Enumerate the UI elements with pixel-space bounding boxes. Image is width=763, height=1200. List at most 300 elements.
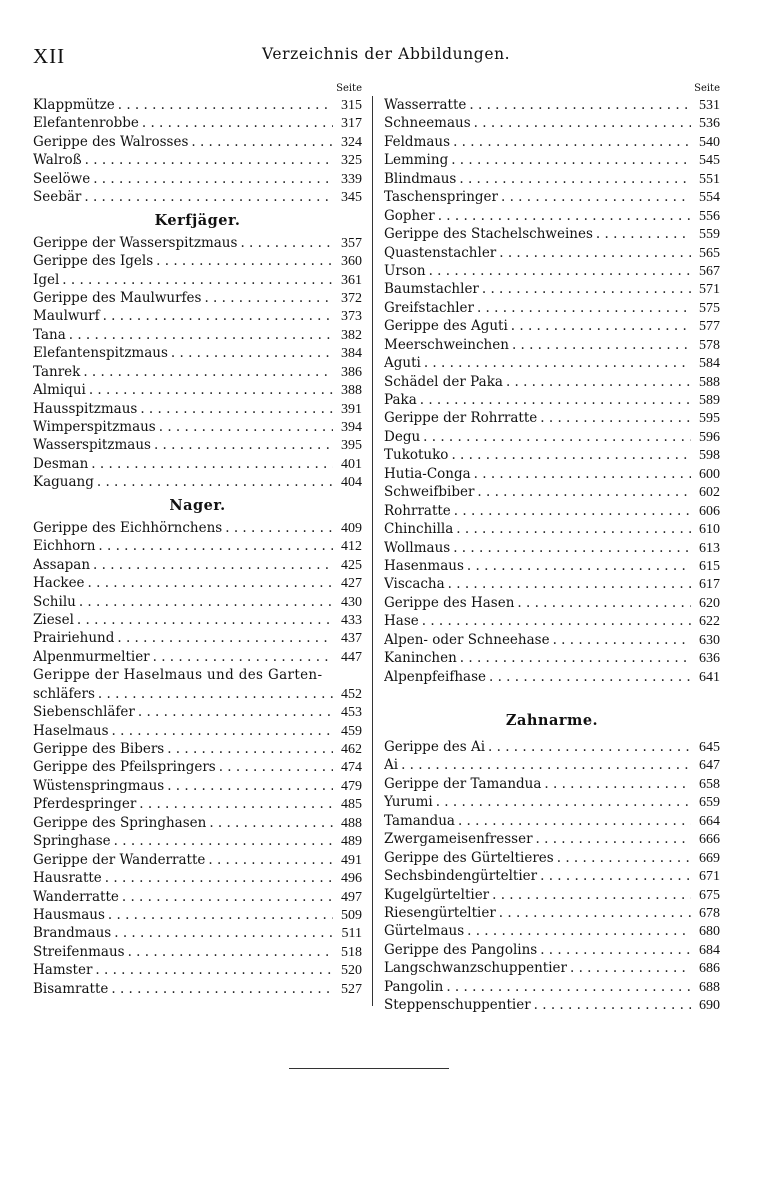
entry-page: 485 <box>341 797 362 813</box>
entry-row <box>384 391 720 409</box>
dot-leader <box>477 299 691 317</box>
entry-page: 531 <box>699 98 720 113</box>
entry-row <box>384 465 720 483</box>
entry-row <box>33 252 362 270</box>
dot-leader <box>122 888 333 906</box>
entry-name: Gerippe des Pangolins <box>384 941 538 958</box>
entry-page: 509 <box>341 907 362 923</box>
dot-leader <box>208 851 333 869</box>
entry-page: 577 <box>699 319 720 335</box>
dot-leader <box>91 455 333 473</box>
entry-row <box>33 556 362 574</box>
entry-row <box>33 703 362 721</box>
entry-row <box>33 814 362 832</box>
entry-page: 511 <box>341 926 362 942</box>
entry-name: Siebenschläfer <box>33 704 135 721</box>
entry-name: Tamandua <box>384 812 455 829</box>
dot-leader <box>209 814 333 832</box>
entry-row <box>33 170 362 188</box>
entry-row <box>33 344 362 362</box>
entry-group <box>33 519 362 667</box>
entry-name: Pangolin <box>384 978 444 995</box>
entry-row <box>384 612 720 630</box>
entry-name: Hase <box>384 613 419 630</box>
dot-leader <box>154 436 333 454</box>
dot-leader <box>553 631 691 649</box>
entry-page: 688 <box>699 979 720 995</box>
entry-page: 496 <box>341 871 362 887</box>
entry-row <box>33 685 362 703</box>
dot-leader <box>117 629 333 647</box>
entry-name: Ziesel <box>33 611 74 628</box>
entry-row <box>384 280 720 298</box>
dot-leader <box>536 830 691 848</box>
entry-page: 520 <box>341 963 362 979</box>
dot-leader <box>138 703 333 721</box>
dot-leader <box>93 170 333 188</box>
entry-row <box>384 631 720 649</box>
dot-leader <box>451 446 691 464</box>
dot-leader <box>139 795 333 813</box>
entry-page: 617 <box>699 577 720 593</box>
entry-name: Hausratte <box>33 870 102 887</box>
entry-row <box>33 96 362 114</box>
entry-name: Riesengürteltier <box>384 904 496 921</box>
entry-page: 613 <box>699 540 720 556</box>
entry-row <box>384 575 720 593</box>
entry-page: 540 <box>699 134 720 150</box>
entry-page: 551 <box>699 171 720 187</box>
dot-leader <box>469 96 691 114</box>
entry-row <box>33 777 362 795</box>
entry-name: Chinchilla <box>384 521 454 538</box>
entry-page: 447 <box>341 649 362 665</box>
entry-name: Tana <box>33 326 66 343</box>
dot-leader <box>79 593 333 611</box>
entry-row <box>384 941 720 959</box>
dot-leader <box>467 922 691 940</box>
entry-page: 678 <box>699 905 720 921</box>
entry-page: 584 <box>699 356 720 372</box>
entry-name: Schneemaus <box>384 115 471 132</box>
entry-name: Hackee <box>33 575 85 592</box>
dot-leader <box>534 996 691 1014</box>
entry-page: 404 <box>341 475 362 491</box>
entry-row <box>384 299 720 317</box>
dot-leader <box>105 869 333 887</box>
dot-leader <box>111 980 333 998</box>
entry-row <box>33 943 362 961</box>
entry-row <box>33 133 362 151</box>
entry-name: Kugelgürteltier <box>384 886 490 903</box>
entry-page: 437 <box>341 631 362 647</box>
entry-name: Streifenmaus <box>33 943 125 960</box>
entry-row <box>384 188 720 206</box>
entry-name: Maulwurf <box>33 308 100 325</box>
entry-page: 567 <box>699 263 720 279</box>
entry-row <box>384 775 720 793</box>
entry-page: 317 <box>341 116 362 132</box>
dot-leader <box>448 575 691 593</box>
entry-row <box>384 594 720 612</box>
entry-name: Schweifbiber <box>384 484 475 501</box>
entry-page: 433 <box>341 612 362 628</box>
entry-name: Paka <box>384 392 417 408</box>
dot-leader <box>512 336 691 354</box>
entry-name: Hutia-Conga <box>384 465 471 482</box>
entry-row <box>33 629 362 647</box>
dot-leader <box>142 114 333 132</box>
entry-row <box>33 795 362 813</box>
dot-leader <box>517 594 691 612</box>
dot-leader <box>499 244 691 262</box>
entry-row <box>33 363 362 381</box>
entry-page: 598 <box>699 448 720 464</box>
entry-page: 391 <box>341 401 362 417</box>
dot-leader <box>108 906 333 924</box>
entry-row <box>384 520 720 538</box>
entry-row <box>384 373 720 391</box>
entry-page: 315 <box>341 98 362 113</box>
entry-row <box>33 924 362 942</box>
entry-row <box>33 271 362 289</box>
dot-leader <box>458 812 691 830</box>
dot-leader <box>98 685 333 703</box>
entry-name: Walroß <box>33 152 82 169</box>
dot-leader <box>204 289 333 307</box>
entry-page: 412 <box>341 539 362 555</box>
entry-name: Langschwanzschuppentier <box>384 960 567 977</box>
entry-row <box>33 593 362 611</box>
entry-name: Springhase <box>33 833 111 850</box>
entry-group <box>384 96 720 686</box>
entry-name: Yurumi <box>384 794 433 811</box>
entry-name: Gerippe des Gürteltieres <box>384 849 554 866</box>
dot-leader <box>140 400 333 418</box>
entry-name: Gerippe der Tamandua <box>384 775 542 792</box>
entry-page: 536 <box>699 116 720 132</box>
entry-page: 545 <box>699 153 720 169</box>
entry-name: Gerippe des Springhasen <box>33 814 207 831</box>
entry-row <box>384 756 720 774</box>
entry-page: 425 <box>341 557 362 573</box>
entry-name: Ai <box>384 757 399 774</box>
dot-leader <box>219 758 333 776</box>
entry-page: 554 <box>699 190 720 206</box>
entry-page: 675 <box>699 887 720 903</box>
entry-name: Wüstenspringmaus <box>33 777 165 794</box>
entry-page: 669 <box>699 850 720 866</box>
entry-name: Aguti <box>384 355 421 372</box>
entry-page: 452 <box>341 686 362 702</box>
entry-name: Lemming <box>384 152 449 169</box>
entry-row <box>33 381 362 399</box>
entry-page: 680 <box>699 924 720 940</box>
entry-name: Gerippe des Ai <box>384 739 486 755</box>
dot-leader <box>596 225 691 243</box>
entry-page: 325 <box>341 153 362 169</box>
entry-row <box>33 400 362 418</box>
dot-leader <box>467 557 691 575</box>
entry-page: 395 <box>341 438 362 454</box>
dot-leader <box>488 738 691 756</box>
entry-row <box>33 648 362 666</box>
entry-name: Gerippe der Wanderratte <box>33 851 206 868</box>
entry-name: Schädel der Paka <box>384 373 503 390</box>
dot-leader <box>474 114 691 132</box>
entry-page: 600 <box>699 466 720 482</box>
entry-page: 394 <box>341 420 362 435</box>
entry-page: 339 <box>341 171 362 187</box>
entry-name: Blindmaus <box>384 170 457 187</box>
entry-row <box>384 207 720 225</box>
entry-page: 610 <box>699 522 720 538</box>
entry-name: Degu <box>384 428 421 445</box>
dot-leader <box>454 502 691 520</box>
entry-row <box>384 539 720 557</box>
entry-name: Hamster <box>33 962 93 979</box>
entry-name: Taschenspringer <box>384 189 498 206</box>
entry-row <box>33 832 362 850</box>
entry-name: Rohrratte <box>384 502 451 519</box>
dot-leader <box>401 756 691 774</box>
entry-row <box>33 151 362 169</box>
entry-page: 647 <box>699 758 720 774</box>
entry-page: 430 <box>341 594 362 610</box>
entry-page: 664 <box>699 813 720 829</box>
entry-name: Alpenmurmeltier <box>33 648 150 665</box>
entry-row <box>384 849 720 867</box>
entry-page: 372 <box>341 290 362 306</box>
entry-name: Eichhorn <box>33 538 96 555</box>
dot-leader <box>95 961 333 979</box>
entry-row <box>384 738 720 756</box>
dot-leader <box>62 271 333 289</box>
entry-name: Wanderratte <box>33 888 119 905</box>
entry-row <box>33 851 362 869</box>
entry-row <box>384 428 720 446</box>
dot-leader <box>114 924 333 942</box>
entry-row <box>384 336 720 354</box>
section-heading: Nager. <box>169 496 226 514</box>
entry-name: Assapan <box>33 556 91 573</box>
entry-name: Gerippe des Igels <box>33 253 154 270</box>
dot-leader <box>482 280 691 298</box>
entry-group <box>33 234 362 492</box>
entry-row <box>33 289 362 307</box>
entry-page: 527 <box>341 981 362 997</box>
dot-leader <box>540 867 691 885</box>
entry-row <box>384 96 720 114</box>
dot-leader <box>557 849 691 867</box>
dot-leader <box>506 373 691 391</box>
entry-name: Gürtelmaus <box>384 923 465 940</box>
entry-name: Hausspitzmaus <box>33 400 138 417</box>
entry-row <box>384 830 720 848</box>
entry-name: Desman <box>33 455 89 472</box>
entry-name: Hausmaus <box>33 906 105 923</box>
entry-page: 565 <box>699 245 720 261</box>
entry-name: Gerippe der Wasserspitzmaus <box>33 234 238 251</box>
entry-page: 666 <box>699 832 720 848</box>
dot-leader <box>156 252 333 270</box>
entry-row <box>384 409 720 427</box>
entry-row <box>384 502 720 520</box>
dot-leader <box>191 133 333 151</box>
entry-page: 401 <box>341 456 362 472</box>
entry-page: 596 <box>699 429 720 445</box>
dot-leader <box>540 941 691 959</box>
dot-leader <box>89 381 333 399</box>
dot-leader <box>128 943 333 961</box>
entry-page: 575 <box>699 300 720 316</box>
entry-name: Seebär <box>33 189 82 206</box>
entry-row <box>33 436 362 454</box>
entry-page: 559 <box>699 227 720 243</box>
left-column <box>33 82 362 998</box>
entry-name: Sechsbindengürteltier <box>384 868 538 885</box>
entry-page: 630 <box>699 632 720 648</box>
entry-page: 686 <box>699 961 720 977</box>
entry-row <box>384 557 720 575</box>
bottom-rule <box>289 1068 449 1069</box>
entry-page: 595 <box>699 411 720 427</box>
entry-row <box>33 418 362 436</box>
entry-name: Prairiehund <box>33 630 115 647</box>
entry-row <box>384 170 720 188</box>
dot-leader <box>459 170 691 188</box>
entry-page: 602 <box>699 485 720 501</box>
entry-name: Steppenschuppentier <box>384 997 531 1014</box>
dot-leader <box>438 207 691 225</box>
entry-name: Wasserratte <box>384 97 467 113</box>
entry-page: 497 <box>341 889 362 905</box>
dot-leader <box>501 188 691 206</box>
entry-page: 488 <box>341 815 362 831</box>
section-heading: Kerfjäger. <box>154 211 241 229</box>
entry-page: 382 <box>341 327 362 343</box>
entry-row <box>384 133 720 151</box>
entry-name: Almiqui <box>33 382 86 399</box>
dot-leader <box>477 483 691 501</box>
entry-row <box>384 996 720 1014</box>
right-column <box>384 82 720 1015</box>
dot-leader <box>98 537 333 555</box>
entry-name: Gerippe des Hasen <box>384 594 515 611</box>
entry-page: 659 <box>699 795 720 811</box>
dot-leader <box>103 307 333 325</box>
dot-leader <box>446 978 691 996</box>
entry-row <box>384 262 720 280</box>
entry-page: 386 <box>341 364 362 380</box>
entry-page: 671 <box>699 869 720 885</box>
entry-name: Gerippe der Haselmaus und des Garten- <box>33 667 323 684</box>
entry-row <box>384 904 720 922</box>
entry-name: Alpen- oder Schneehase <box>384 631 550 648</box>
dot-leader <box>429 262 691 280</box>
entry-name: Gerippe des Walrosses <box>33 133 189 150</box>
entry-page: 622 <box>699 614 720 630</box>
entry-row <box>33 574 362 592</box>
entry-row <box>384 922 720 940</box>
entry-name: Igel <box>33 271 60 288</box>
running-title: Verzeichnis der Abbildungen. <box>262 45 511 63</box>
dot-leader <box>474 465 691 483</box>
entry-row <box>384 483 720 501</box>
entry-page: 578 <box>699 337 720 353</box>
dot-leader <box>511 317 691 335</box>
entry-page: 615 <box>699 558 720 574</box>
entry-row <box>384 446 720 464</box>
entry-name: Tanrek <box>33 363 81 380</box>
entry-name: Quastenstachler <box>384 244 497 261</box>
entry-row <box>33 980 362 998</box>
page-number: XII <box>33 44 66 68</box>
entry-name: Meerschweinchen <box>384 336 509 353</box>
entry-page: 606 <box>699 503 720 519</box>
entry-page: 409 <box>341 520 362 536</box>
entry-page: 684 <box>699 942 720 958</box>
dot-leader <box>492 886 691 904</box>
entry-row <box>33 537 362 555</box>
dot-leader <box>97 473 333 491</box>
entry-page: 462 <box>341 742 362 757</box>
entry-row <box>33 722 362 740</box>
dot-leader <box>69 326 333 344</box>
entry-name: Gerippe des Maulwurfes <box>33 289 202 306</box>
entry-page: 491 <box>341 852 362 868</box>
entry-row <box>33 326 362 344</box>
dot-leader <box>83 363 333 381</box>
entry-name: Hasenmaus <box>384 557 464 574</box>
dot-leader <box>167 740 333 758</box>
entry-name: Urson <box>384 262 426 279</box>
dot-leader <box>453 133 691 151</box>
entry-name: Gerippe des Pfeilspringers <box>33 759 216 776</box>
dot-leader <box>112 722 333 740</box>
dot-leader <box>88 574 333 592</box>
section-heading: Zahnarme. <box>505 712 599 729</box>
entry-row <box>384 668 720 686</box>
entry-row <box>384 225 720 243</box>
entry-page: 620 <box>699 595 720 611</box>
entry-page: 556 <box>699 208 720 224</box>
entry-name: Feldmaus <box>384 133 451 150</box>
entry-page: 373 <box>341 309 362 325</box>
entry-name: Alpenpfeifhase <box>384 668 486 685</box>
entry-row <box>384 886 720 904</box>
entry-name: Gerippe des Stachelschweines <box>384 226 593 243</box>
entry-row <box>384 649 720 667</box>
entry-row <box>33 758 362 776</box>
entry-row <box>384 317 720 335</box>
dot-leader <box>544 775 691 793</box>
entry-row <box>384 867 720 885</box>
entry-name: Baumstachler <box>384 281 479 298</box>
entry-row <box>33 234 362 252</box>
dot-leader <box>240 234 333 252</box>
dot-leader <box>436 793 691 811</box>
entry-page: 324 <box>341 134 362 150</box>
seite-label: Seite <box>694 83 720 94</box>
dot-leader <box>93 556 333 574</box>
entry-row <box>384 812 720 830</box>
entry-row <box>33 473 362 491</box>
entry-row <box>384 978 720 996</box>
entry-name: Seelöwe <box>33 170 91 187</box>
dot-leader <box>422 612 691 630</box>
entry-page: 489 <box>341 834 362 850</box>
